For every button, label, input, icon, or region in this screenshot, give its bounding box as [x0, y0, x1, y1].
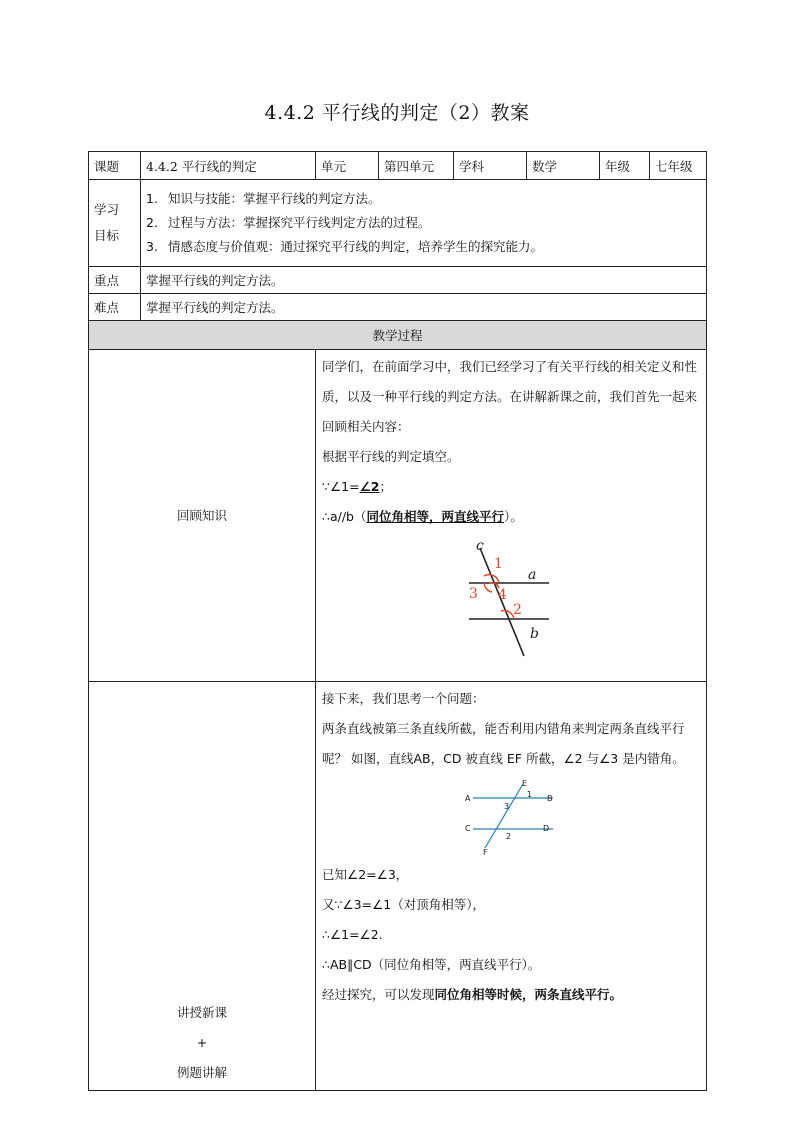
label-a: a — [528, 567, 537, 583]
proof-step: 已知∠2=∠3， — [322, 867, 409, 882]
topic-label: 课题 — [89, 152, 141, 180]
difficulty-label: 难点 — [89, 294, 141, 321]
fig2-angle-2: 2 — [506, 832, 512, 841]
fig2-angle-3: 3 — [504, 802, 510, 811]
process-header: 教学过程 — [89, 321, 707, 350]
proof-conclusion: 经过探究，可以发现同位角相等时候，两条直线平行。 — [322, 987, 623, 1002]
label-C: C — [465, 824, 471, 833]
page-title: 4.4.2 平行线的判定（2）教案 — [264, 102, 530, 124]
difficulty-row — [89, 294, 707, 321]
angle-label-1: 1 — [494, 556, 503, 572]
proof-step: ∴∠1=∠2. — [322, 927, 383, 942]
goal-item: 3. 情感态度与价值观：通过探究平行线的判定，培养学生的探究能力。 — [146, 239, 544, 254]
label-B: B — [547, 794, 553, 803]
review-paragraph: 同学们，在前面学习中，我们已经学习了有关平行线的相关定义和性质，以及一种平行线的判定方法。在讲解新课之前，我们首先一起来回顾相关内容： — [322, 359, 698, 434]
difficulty-text: 掌握平行线的判定方法。 — [141, 294, 707, 321]
subject-value: 数学 — [527, 152, 600, 180]
proof-step: ∴AB∥CD（同位角相等，两直线平行）。 — [322, 957, 541, 972]
label-b: b — [530, 626, 539, 642]
angle-label-4: 4 — [498, 587, 507, 603]
new-lesson-label: 讲授新课 + 例题讲解 — [89, 682, 316, 1091]
label-c: c — [476, 538, 484, 554]
grade-value: 七年级 — [650, 152, 707, 180]
unit-value: 第四单元 — [379, 152, 454, 180]
goal-item: 1. 知识与技能：掌握平行线的判定方法。 — [146, 191, 381, 206]
fig2-angle-1: 1 — [527, 790, 533, 799]
parallel-lines-figure-2 — [322, 774, 700, 860]
grade-label: 年级 — [600, 152, 650, 180]
key-point-label: 重点 — [89, 267, 141, 294]
review-label: 回顾知识 — [89, 350, 316, 682]
new-lesson-content — [316, 682, 707, 1091]
label-E: E — [522, 779, 528, 788]
goals-label: 学习 目标 — [89, 180, 141, 267]
review-fill-1: ∵∠1=∠2； — [322, 479, 393, 494]
topic-value: 4.4.2 平行线的判定 — [141, 152, 316, 180]
lesson-question: 两条直线被第三条直线所截，能否利用内错角来判定两条直线平行呢？ 如图，直线AB，CD 被直线 EF 所截，∠2 与∠3 是内错角。 — [322, 721, 685, 766]
lesson-intro: 接下来，我们思考一个问题： — [322, 691, 485, 706]
review-content — [316, 350, 707, 682]
key-point-row — [89, 267, 707, 294]
angle-label-2: 2 — [513, 602, 522, 618]
transversal-diagram — [466, 538, 556, 664]
key-point-text: 掌握平行线的判定方法。 — [141, 267, 707, 294]
goals-row — [89, 180, 707, 267]
label-A: A — [465, 794, 471, 803]
review-row — [89, 350, 707, 682]
angle-label-3: 3 — [469, 586, 478, 602]
ab-cd-ef-diagram — [461, 778, 561, 856]
header-row — [89, 152, 707, 180]
lesson-plan-table — [88, 151, 707, 1091]
proof-step: 又∵∠3=∠1（对顶角相等）， — [322, 897, 485, 912]
label-F: F — [483, 848, 488, 856]
process-header-row — [89, 321, 707, 350]
parallel-lines-figure-1 — [322, 532, 700, 679]
goal-item: 2. 过程与方法：掌握探究平行线判定方法的过程。 — [146, 215, 431, 230]
goals-list — [141, 180, 707, 267]
unit-label: 单元 — [316, 152, 379, 180]
review-instruction: 根据平行线的判定填空。 — [322, 449, 460, 464]
review-fill-2: ∴a//b（同位角相等，两直线平行）。 — [322, 509, 523, 524]
label-D: D — [543, 824, 550, 833]
new-lesson-row — [89, 682, 707, 1091]
subject-label: 学科 — [454, 152, 527, 180]
